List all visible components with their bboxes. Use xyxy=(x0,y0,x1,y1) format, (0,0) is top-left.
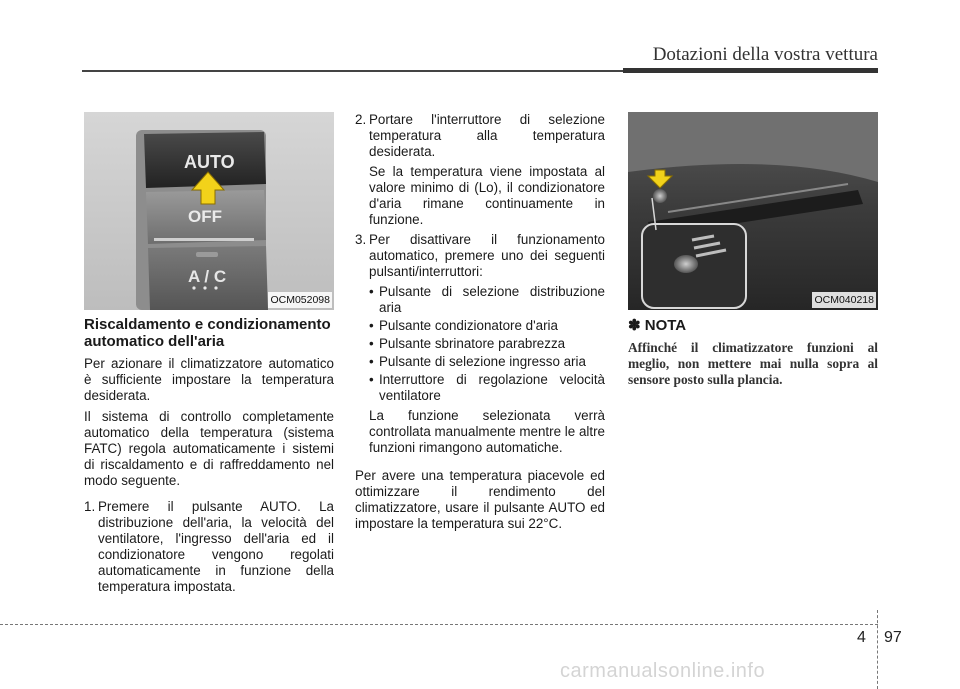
step-note: La funzione selezionata verrà controllata manualmente mentre le altre funzioni rimangono automatiche. xyxy=(369,408,605,455)
auto-label: AUTO xyxy=(184,152,235,172)
footer-rule xyxy=(0,624,878,625)
figure-sensor xyxy=(628,112,878,310)
section-title: Riscaldamento e condizionamento automatico dell'aria xyxy=(84,316,331,350)
note-title: ✽ NOTA xyxy=(628,317,687,334)
chapter-number: 4 xyxy=(857,629,866,646)
watermark: carmanualsonline.info xyxy=(560,660,766,682)
step-text: Premere il pulsante AUTO. La distribuzione dell'aria, la velocità del ventilatore, l'ingresso dell'aria ed il condizionatore vengono regolati automaticamente in funzione della temperatura impostata. xyxy=(98,499,334,594)
step-note: Se la temperatura viene impostata al valore minimo di (Lo), il condizionatore d'aria rimane continuamente in funzione. xyxy=(369,164,605,227)
figure-code: OCM052098 xyxy=(270,294,330,306)
ac-label: A / C xyxy=(188,267,227,286)
figure-auto-button xyxy=(84,112,334,310)
list-item: • Pulsante di selezione distribuzione aria xyxy=(369,284,605,315)
bullet-list xyxy=(369,284,605,404)
step-2 xyxy=(355,112,605,160)
paragraph: Per avere una temperatura piacevole ed ottimizzare il rendimento del climatizzatore, usare il pulsante AUTO ed impostare la temperatura sui 22°C. xyxy=(355,468,605,531)
column-left xyxy=(84,112,334,599)
paragraph: Per azionare il climatizzatore automatico è sufficiente impostare la temperatura desiderata. xyxy=(84,356,334,403)
page-number: 97 xyxy=(884,629,902,646)
note-body: Affinché il climatizzatore funzioni al meglio, non mettere mai nulla sopra al sensore posto sulla plancia. xyxy=(628,340,878,387)
page-header-title: Dotazioni della vostra vettura xyxy=(652,44,878,65)
step-number: 2. xyxy=(355,112,367,127)
list-item: • Pulsante di selezione ingresso aria xyxy=(369,354,586,369)
list-item: • Interruttore di regolazione velocità ventilatore xyxy=(369,372,605,403)
list-item: • Pulsante sbrinatore parabrezza xyxy=(369,336,566,351)
header-rule-accent xyxy=(623,68,878,73)
step-1 xyxy=(84,499,334,595)
auto-off-ac-panel-image xyxy=(84,112,334,310)
footer-divider xyxy=(877,610,878,689)
step-text: Per disattivare il funzionamento automatico, premere uno dei seguenti pulsanti/interruttori: xyxy=(369,232,605,279)
column-right xyxy=(628,112,878,388)
column-middle xyxy=(355,112,605,537)
dashboard-sensor-image xyxy=(628,112,878,310)
step-text: Portare l'interruttore di selezione temperatura alla temperatura desiderata. xyxy=(369,112,605,159)
off-label: OFF xyxy=(188,207,222,226)
step-3 xyxy=(355,232,605,280)
figure-code: OCM040218 xyxy=(814,294,874,306)
step-number: 3. xyxy=(355,232,367,247)
list-item: • Pulsante condizionatore d'aria xyxy=(369,318,558,333)
step-number: 1. xyxy=(84,499,96,514)
paragraph: Il sistema di controllo completamente automatico della temperatura (sistema FATC) regola automaticamente i sistemi di riscaldamento e di raffreddamento nel modo seguente. xyxy=(84,409,334,488)
